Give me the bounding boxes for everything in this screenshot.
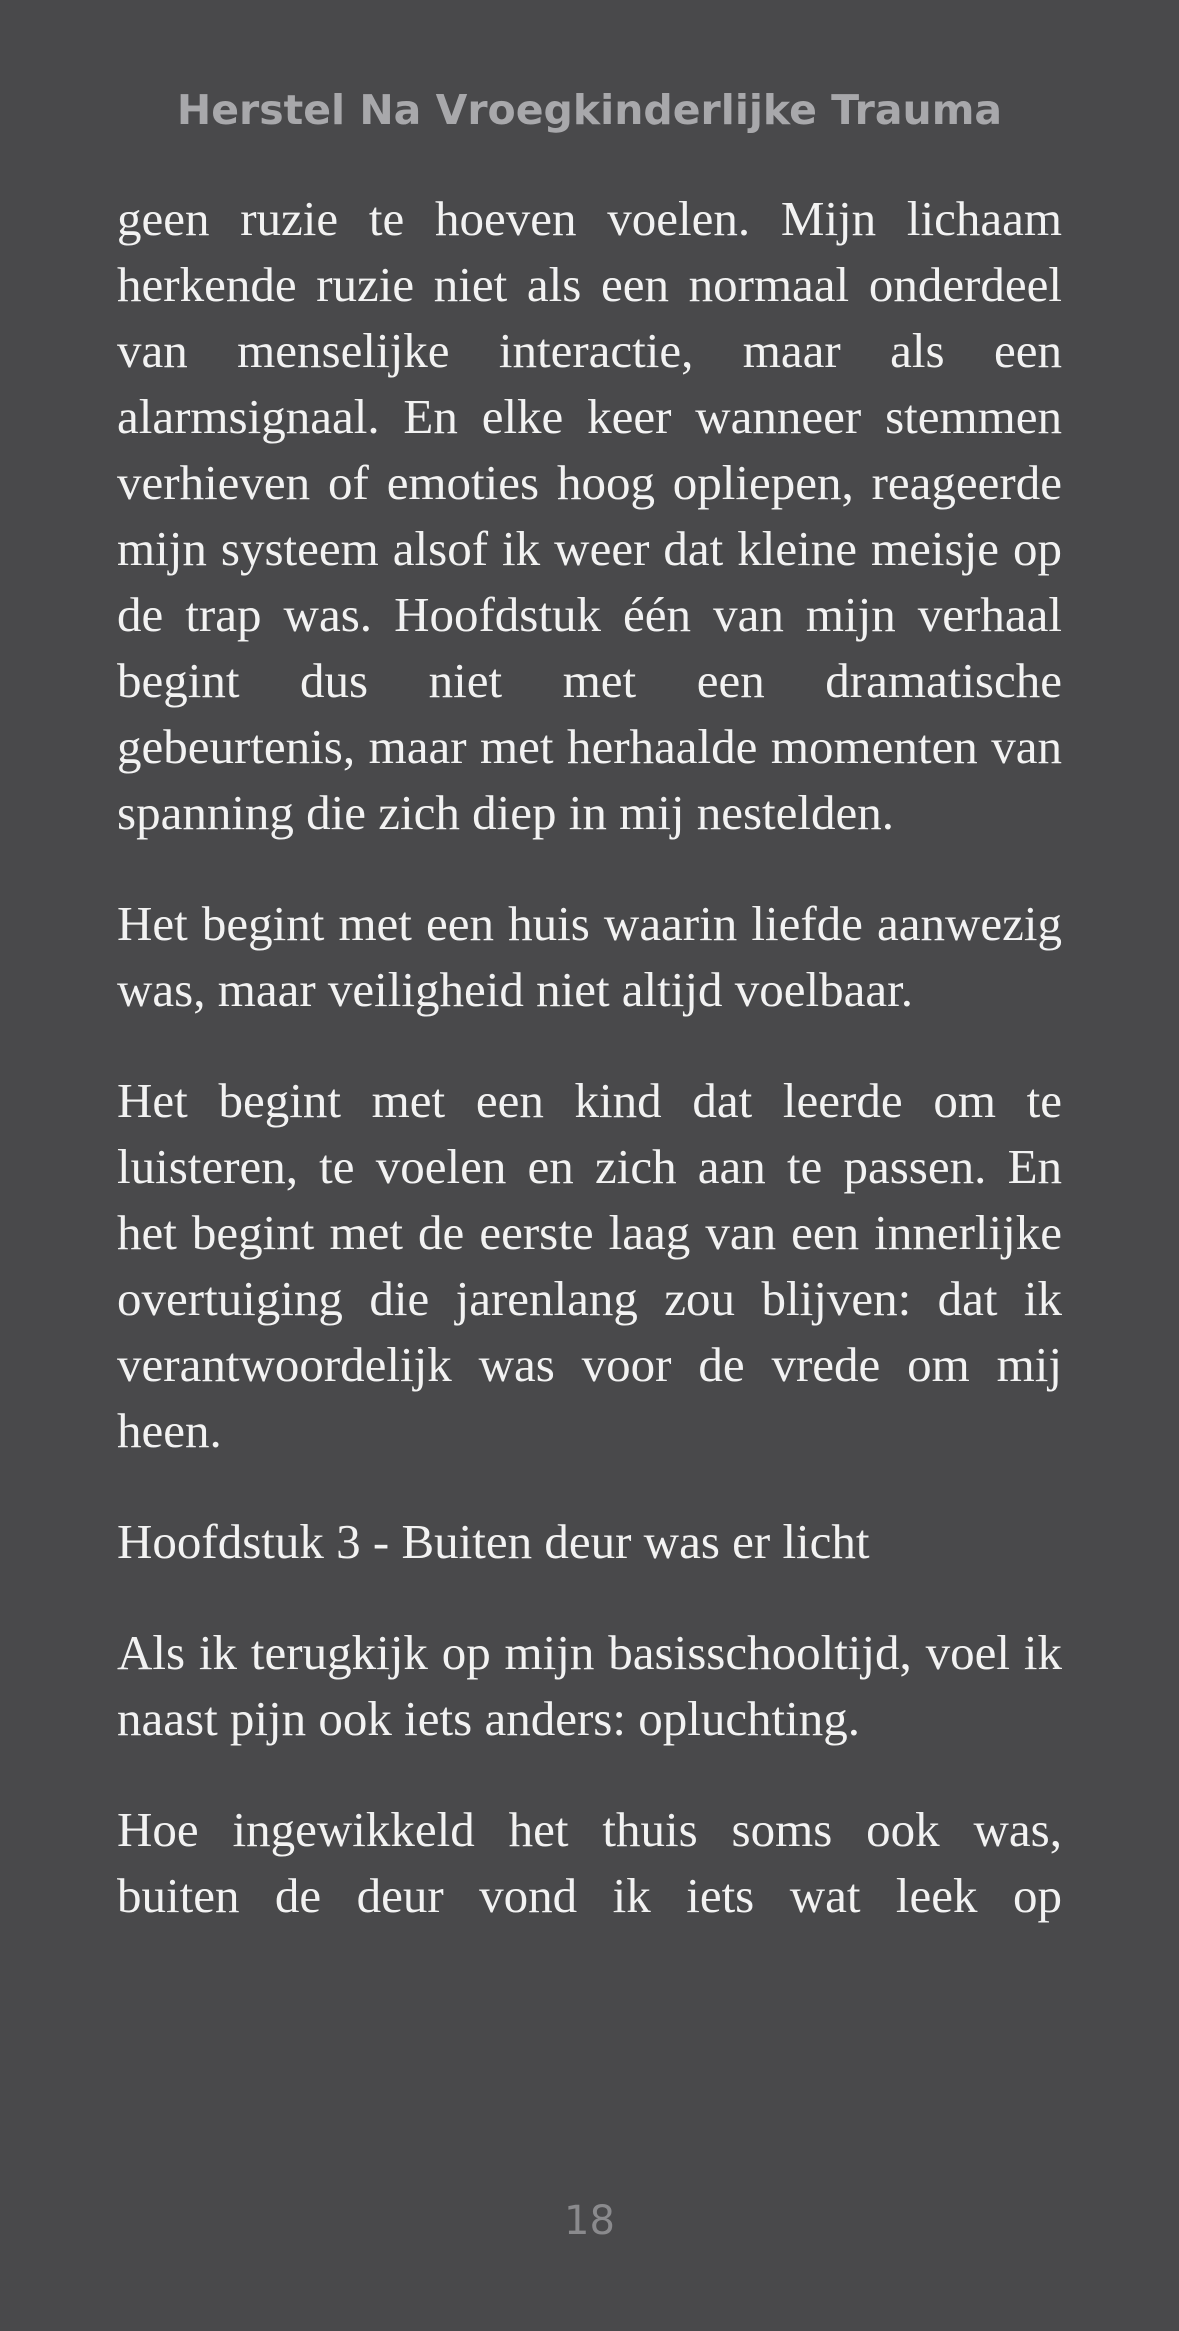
book-text[interactable] xyxy=(117,186,1062,1929)
paragraph: Het begint met een huis waarin liefde aanwezig was, maar veiligheid niet altijd voelbaar. xyxy=(117,896,1062,1017)
paragraph: Hoe ingewikkeld het thuis soms ook was, buiten de deur vond ik iets wat leek op xyxy=(117,1802,1062,1923)
book-title[interactable]: Herstel Na Vroegkinderlijke Trauma xyxy=(176,86,1003,134)
page-number: 18 xyxy=(564,2198,615,2244)
paragraph: Het begint met een kind dat leerde om te luisteren, te voelen en zich aan te passen. En het begint met de eerste laag van een innerlijke overtuiging die jarenlang zou blijven: dat ik verantwoordelijk was voor de vrede om mij heen. xyxy=(117,1073,1062,1458)
chapter-heading: Hoofdstuk 3 - Buiten deur was er licht xyxy=(117,1514,870,1569)
paragraph: Als ik terugkijk op mijn basisschooltijd, voel ik naast pijn ook iets anders: opluchting. xyxy=(117,1625,1062,1746)
paragraph: geen ruzie te hoeven voelen. Mijn lichaam herkende ruzie niet als een normaal onderdeel van menselijke interactie, maar als een alarmsignaal. En elke keer wanneer stemmen verhieven of emoties hoog opliepen, reageerde mijn systeem alsof ik weer dat kleine meisje op de trap was. Hoofdstuk één van mijn verhaal begint dus niet met een dramatische gebeurtenis, maar met herhaalde momenten van spanning die zich diep in mij nestelden. xyxy=(117,191,1062,840)
